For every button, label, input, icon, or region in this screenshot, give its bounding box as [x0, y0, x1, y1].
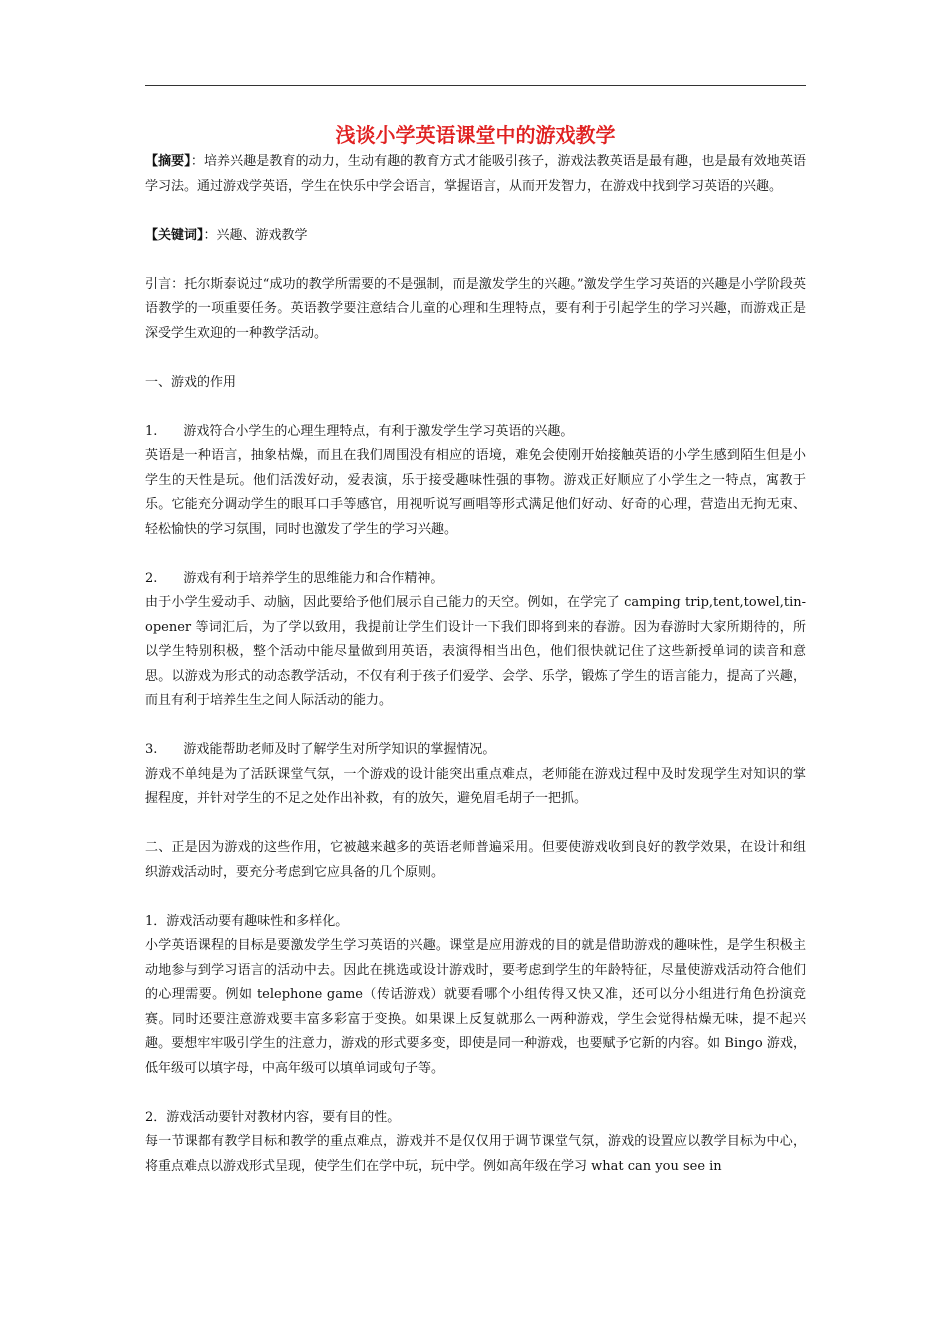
keywords-text: ：兴趣、游戏教学 — [203, 227, 308, 243]
header-rule — [145, 85, 806, 86]
section-2-heading: 二、正是因为游戏的这些作用，它被越来越多的英语老师普遍采用。但要使游戏收到良好的教学效果，在设计和组织游戏活动时，要充分考虑到它应具备的几个原则。 — [145, 840, 806, 880]
abstract-label: 【摘要】 — [145, 154, 191, 169]
section-1-item-2-body: 由于小学生爱动手、动脑，因此要给予他们展示自己能力的天空。例如，在学完了 camping trip,tent,towel,tin-opener 等词汇后，为了学以致用，我提前让学生们设计一下我们即将到来的春游。因为春游时大家所期待的，所以学生特别积极，整个活动中能尽量做到用英语，表演得相当出色，他们很快就记住了这些新授单词的读音和意思。以游戏为形式的动态教学活动，不仅有利于孩子们爱学、会学、乐学，锻炼了学生的语言能力，提高了兴趣，而且有利于培养生生之间人际活动的能力。 — [145, 595, 806, 708]
abstract-text: ：培养兴趣是教育的动力，生动有趣的教育方式才能吸引孩子，游戏法教英语是最有趣，也是最有效地英语学习法。通过游戏学英语，学生在快乐中学会语言，掌握语言，从而开发智力，在游戏中找到学习英语的兴趣。 — [145, 154, 806, 194]
section-1-item-1-body: 英语是一种语言，抽象枯燥，而且在我们周围没有相应的语境，难免会使刚开始接触英语的小学生感到陌生但是小学生的天性是玩。他们活泼好动，爱表演，乐于接受趣味性强的事物。游戏正好顺应了小学生之一特点，寓教于乐。它能充分调动学生的眼耳口手等感官，用视听说写画唱等形式满足他们好动、好奇的心理，营造出无拘无束、轻松愉快的学习氛围，同时也激发了学生的学习兴趣。 — [145, 448, 806, 537]
section-1-item-3-heading: 3. 游戏能帮助老师及时了解学生对所学知识的掌握情况。 — [145, 742, 496, 757]
keywords-label: 【关键词】 — [145, 227, 204, 243]
keywords-paragraph — [145, 224, 806, 249]
document-title: 浅谈小学英语课堂中的游戏教学 — [335, 123, 616, 147]
section-2-item-2-heading: 2．游戏活动要针对教材内容，要有目的性。 — [145, 1109, 401, 1125]
section-1-item-1-heading: 1. 游戏符合小学生的心理生理特点，有利于激发学生学习英语的兴趣。 — [145, 423, 574, 439]
section-2-item-1-body: 小学英语课程的目标是要激发学生学习英语的兴趣。课堂是应用游戏的目的就是借助游戏的趣味性，是学生积极主动地参与到学习语言的活动中去。因此在挑选或设计游戏时，要考虑到学生的年龄特征，尽量使游戏活动符合他们的心理需要。例如 telephone game（传话游戏）就要看哪个小组传得又快又准，还可以分小组进行角色扮演竞赛。同时还要注意游戏要丰富多彩富于变换。如果课上反复就那么一两种游戏，学生会觉得枯燥无味，提不起兴趣。要想牢牢吸引学生的注意力，游戏的形式要多变，即使是同一种游戏，也要赋予它新的内容。如 Bingo 游戏，低年级可以填字母，中高年级可以填单词或句子等。 — [145, 938, 806, 1076]
abstract-paragraph — [145, 150, 806, 199]
section-1-item-2-heading: 2. 游戏有利于培养学生的思维能力和合作精神。 — [145, 570, 444, 586]
section-1-heading: 一、游戏的作用 — [145, 374, 237, 390]
section-2-item-2-body: 每一节课都有教学目标和教学的重点难点，游戏并不是仅仅用于调节课堂气氛，游戏的设置应以教学目标为中心，将重点难点以游戏形式呈现，使学生们在学中玩，玩中学。例如高年级在学习 what can you see in — [145, 1134, 806, 1174]
intro-paragraph: 引言：托尔斯泰说过“成功的教学所需要的不是强制，而是激发学生的兴趣。”激发学生学习英语的兴趣是小学阶段英语教学的一项重要任务。英语教学要注意结合儿童的心理和生理特点，要有利于引起学生的学习兴趣，而游戏正是深受学生欢迎的一种教学活动。 — [145, 276, 806, 341]
section-2-item-1-heading: 1．游戏活动要有趣味性和多样化。 — [145, 913, 349, 929]
document-body — [145, 120, 806, 1179]
section-1-item-3-body: 游戏不单纯是为了活跃课堂气氛，一个游戏的设计能突出重点难点，老师能在游戏过程中及时发现学生对知识的掌握程度，并针对学生的不足之处作出补救，有的放矢，避免眉毛胡子一把抓。 — [145, 766, 806, 806]
